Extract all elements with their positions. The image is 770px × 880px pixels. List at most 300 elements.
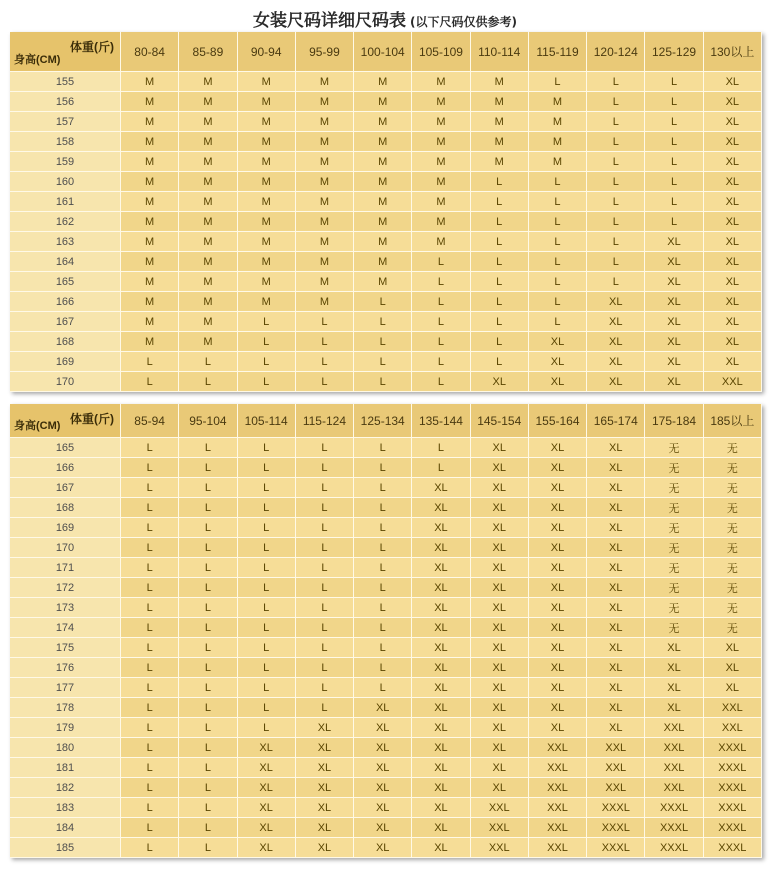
size-cell: L — [238, 438, 296, 458]
size-cell: L — [121, 758, 179, 778]
height-cell: 165 — [10, 438, 121, 458]
size-cell: M — [121, 192, 179, 212]
size-cell: M — [354, 172, 412, 192]
size-cell: 无 — [645, 618, 703, 638]
size-cell: XXL — [645, 778, 703, 798]
size-cell: XL — [529, 538, 587, 558]
size-cell: XXL — [645, 718, 703, 738]
size-cell: M — [296, 232, 354, 252]
size-cell: M — [238, 112, 296, 132]
size-cell: XL — [471, 598, 529, 618]
weight-header: 体重(斤) — [70, 412, 114, 426]
size-cell: M — [412, 172, 470, 192]
size-cell: XXL — [704, 698, 762, 718]
table-row — [10, 538, 762, 558]
height-cell: 173 — [10, 598, 121, 618]
size-cell: L — [529, 72, 587, 92]
size-cell: L — [238, 372, 296, 392]
size-cell: L — [529, 272, 587, 292]
size-cell: L — [645, 172, 703, 192]
height-cell: 168 — [10, 498, 121, 518]
size-cell: XL — [412, 718, 470, 738]
height-cell: 180 — [10, 738, 121, 758]
size-cell: L — [354, 352, 412, 372]
size-cell: XL — [529, 478, 587, 498]
size-cell: L — [121, 372, 179, 392]
height-cell: 170 — [10, 538, 121, 558]
size-cell: XL — [704, 252, 762, 272]
size-cell: XL — [471, 478, 529, 498]
height-cell: 175 — [10, 638, 121, 658]
size-cell: M — [354, 232, 412, 252]
size-cell: XXL — [529, 738, 587, 758]
size-cell: L — [179, 352, 237, 372]
size-cell: XL — [354, 758, 412, 778]
size-cell: M — [121, 292, 179, 312]
size-cell: M — [354, 152, 412, 172]
size-cell: M — [179, 312, 237, 332]
size-cell: XL — [412, 698, 470, 718]
size-cell: M — [412, 72, 470, 92]
size-cell: L — [471, 232, 529, 252]
size-cell: 无 — [645, 598, 703, 618]
size-cell: L — [179, 778, 237, 798]
height-cell: 178 — [10, 698, 121, 718]
size-cell: L — [238, 498, 296, 518]
size-cell: 无 — [645, 498, 703, 518]
size-cell: XL — [529, 498, 587, 518]
size-cell: XL — [587, 352, 645, 372]
size-cell: L — [179, 658, 237, 678]
size-cell: M — [296, 152, 354, 172]
size-cell: 无 — [704, 618, 762, 638]
size-cell: M — [296, 192, 354, 212]
size-cell: L — [354, 558, 412, 578]
size-cell: 无 — [704, 598, 762, 618]
size-cell: L — [645, 132, 703, 152]
size-cell: XXXL — [704, 738, 762, 758]
title-main: 女装尺码详细尺码表 — [253, 11, 406, 31]
height-cell: 170 — [10, 372, 121, 392]
size-cell: XL — [238, 778, 296, 798]
height-cell: 155 — [10, 72, 121, 92]
table-row — [10, 272, 762, 292]
size-cell: L — [121, 518, 179, 538]
size-cell: XL — [529, 698, 587, 718]
size-cell: XL — [587, 698, 645, 718]
size-cell: XXL — [645, 758, 703, 778]
size-cell: XXL — [529, 798, 587, 818]
size-cell: XL — [587, 312, 645, 332]
size-cell: L — [471, 332, 529, 352]
table-row — [10, 498, 762, 518]
size-cell: XL — [296, 758, 354, 778]
size-cell: L — [296, 458, 354, 478]
size-cell: L — [471, 252, 529, 272]
size-cell: XL — [296, 778, 354, 798]
size-cell: L — [238, 478, 296, 498]
table-row — [10, 778, 762, 798]
size-cell: XL — [471, 698, 529, 718]
size-cell: XL — [471, 538, 529, 558]
size-cell: M — [412, 232, 470, 252]
size-cell: L — [412, 252, 470, 272]
height-cell: 163 — [10, 232, 121, 252]
size-cell: L — [412, 458, 470, 478]
size-cell: L — [238, 558, 296, 578]
size-cell: L — [471, 312, 529, 332]
weight-column-header: 115-124 — [296, 404, 354, 438]
size-cell: XL — [238, 838, 296, 858]
size-cell: XL — [354, 818, 412, 838]
size-cell: 无 — [645, 518, 703, 538]
table-row — [10, 192, 762, 212]
height-cell: 185 — [10, 838, 121, 858]
size-cell: L — [296, 598, 354, 618]
size-cell: L — [412, 292, 470, 312]
height-cell: 157 — [10, 112, 121, 132]
size-cell: XXL — [471, 838, 529, 858]
size-cell: L — [296, 312, 354, 332]
size-cell: L — [121, 718, 179, 738]
size-cell: XL — [587, 372, 645, 392]
size-cell: XL — [238, 738, 296, 758]
size-cell: L — [238, 698, 296, 718]
table-row — [10, 838, 762, 858]
size-cell: M — [179, 172, 237, 192]
size-cell: M — [471, 92, 529, 112]
size-cell: XL — [704, 332, 762, 352]
size-cell: M — [238, 152, 296, 172]
size-cell: L — [179, 798, 237, 818]
size-cell: XL — [412, 758, 470, 778]
size-cell: 无 — [645, 458, 703, 478]
size-cell: M — [238, 172, 296, 192]
size-cell: L — [529, 312, 587, 332]
size-cell: L — [587, 252, 645, 272]
size-cell: XL — [529, 718, 587, 738]
size-cell: XXL — [704, 718, 762, 738]
table-row — [10, 252, 762, 272]
height-cell: 171 — [10, 558, 121, 578]
size-cell: L — [238, 598, 296, 618]
size-cell: L — [354, 498, 412, 518]
height-cell: 160 — [10, 172, 121, 192]
size-cell: XXL — [704, 372, 762, 392]
height-cell: 166 — [10, 458, 121, 478]
size-cell: XXXL — [645, 818, 703, 838]
size-cell: 无 — [645, 478, 703, 498]
size-cell: L — [529, 252, 587, 272]
size-cell: M — [238, 272, 296, 292]
size-cell: M — [121, 172, 179, 192]
size-cell: XXXL — [587, 798, 645, 818]
size-cell: XXL — [587, 758, 645, 778]
size-cell: L — [179, 558, 237, 578]
size-cell: XL — [645, 312, 703, 332]
size-cell: 无 — [704, 538, 762, 558]
size-cell: L — [354, 332, 412, 352]
size-cell: L — [179, 678, 237, 698]
size-table — [10, 404, 762, 858]
size-cell: XL — [471, 638, 529, 658]
size-cell: XL — [412, 558, 470, 578]
size-cell: XL — [412, 778, 470, 798]
height-cell: 167 — [10, 478, 121, 498]
size-cell: L — [645, 152, 703, 172]
height-cell: 168 — [10, 332, 121, 352]
size-cell: L — [587, 272, 645, 292]
weight-column-header: 90-94 — [238, 32, 296, 72]
table-row — [10, 152, 762, 172]
size-cell: XL — [412, 538, 470, 558]
size-cell: XL — [412, 618, 470, 638]
weight-column-header: 165-174 — [587, 404, 645, 438]
size-cell: XL — [587, 558, 645, 578]
size-cell: XXL — [471, 798, 529, 818]
size-cell: L — [179, 738, 237, 758]
size-cell: M — [121, 272, 179, 292]
size-cell: L — [121, 738, 179, 758]
size-cell: L — [354, 438, 412, 458]
table-row — [10, 212, 762, 232]
size-cell: L — [529, 192, 587, 212]
size-cell: XL — [587, 658, 645, 678]
size-cell: XL — [645, 232, 703, 252]
size-cell: M — [412, 212, 470, 232]
size-cell: XL — [704, 212, 762, 232]
weight-column-header: 125-129 — [645, 32, 703, 72]
table-row — [10, 598, 762, 618]
size-cell: L — [529, 212, 587, 232]
size-cell: XL — [412, 518, 470, 538]
size-cell: L — [179, 718, 237, 738]
size-cell: XL — [704, 678, 762, 698]
size-cell: L — [238, 658, 296, 678]
size-cell: L — [238, 312, 296, 332]
weight-header: 体重(斤) — [70, 40, 114, 54]
size-cell: L — [296, 678, 354, 698]
size-cell: XL — [412, 658, 470, 678]
size-cell: XL — [704, 272, 762, 292]
size-cell: XL — [471, 458, 529, 478]
size-cell: XXXL — [704, 818, 762, 838]
size-cell: XL — [529, 458, 587, 478]
size-cell: L — [121, 538, 179, 558]
size-cell: M — [121, 252, 179, 272]
size-cell: M — [296, 272, 354, 292]
size-cell: M — [121, 132, 179, 152]
size-cell: XXL — [529, 758, 587, 778]
size-cell: L — [121, 678, 179, 698]
size-cell: XL — [471, 578, 529, 598]
size-cell: L — [471, 172, 529, 192]
size-cell: XL — [471, 718, 529, 738]
weight-column-header: 100-104 — [354, 32, 412, 72]
height-cell: 174 — [10, 618, 121, 638]
size-cell: XL — [238, 818, 296, 838]
size-cell: L — [179, 838, 237, 858]
size-cell: XL — [587, 638, 645, 658]
size-cell: L — [179, 698, 237, 718]
size-cell: XL — [354, 798, 412, 818]
size-cell: M — [412, 132, 470, 152]
size-cell: L — [587, 72, 645, 92]
size-cell: XL — [529, 678, 587, 698]
size-cell: L — [121, 638, 179, 658]
size-cell: 无 — [645, 558, 703, 578]
size-cell: M — [354, 252, 412, 272]
height-cell: 176 — [10, 658, 121, 678]
size-cell: L — [587, 232, 645, 252]
weight-column-header: 155-164 — [529, 404, 587, 438]
table-row — [10, 312, 762, 332]
size-cell: M — [179, 232, 237, 252]
size-cell: XL — [587, 618, 645, 638]
table-row — [10, 638, 762, 658]
size-cell: XL — [296, 838, 354, 858]
size-cell: L — [238, 578, 296, 598]
size-cell: XXL — [587, 738, 645, 758]
size-cell: M — [121, 152, 179, 172]
size-cell: XL — [471, 678, 529, 698]
size-cell: XL — [354, 778, 412, 798]
weight-column-header: 110-114 — [471, 32, 529, 72]
size-cell: L — [296, 578, 354, 598]
size-cell: 无 — [645, 438, 703, 458]
size-cell: M — [238, 132, 296, 152]
weight-column-header: 115-119 — [529, 32, 587, 72]
table-row — [10, 618, 762, 638]
size-cell: M — [471, 72, 529, 92]
size-cell: M — [121, 232, 179, 252]
size-cell: L — [587, 152, 645, 172]
size-cell: XXXL — [587, 818, 645, 838]
title-subtitle: (以下尺码仅供参考) — [410, 15, 517, 29]
size-cell: XL — [529, 578, 587, 598]
height-cell: 172 — [10, 578, 121, 598]
size-cell: XL — [529, 618, 587, 638]
size-cell: L — [412, 312, 470, 332]
height-cell: 167 — [10, 312, 121, 332]
size-cell: XL — [354, 738, 412, 758]
size-cell: M — [238, 292, 296, 312]
size-cell: XL — [529, 332, 587, 352]
height-cell: 164 — [10, 252, 121, 272]
size-cell: L — [412, 372, 470, 392]
size-cell: XL — [529, 352, 587, 372]
table-row — [10, 458, 762, 478]
size-cell: L — [179, 618, 237, 638]
size-cell: XL — [471, 738, 529, 758]
size-cell: XL — [529, 518, 587, 538]
size-cell: M — [412, 152, 470, 172]
size-cell: XL — [645, 252, 703, 272]
size-cell: XL — [645, 658, 703, 678]
size-cell: XXL — [645, 738, 703, 758]
size-cell: L — [121, 818, 179, 838]
size-cell: M — [529, 152, 587, 172]
table-row — [10, 698, 762, 718]
size-cell: L — [645, 212, 703, 232]
size-cell: 无 — [704, 558, 762, 578]
size-cell: L — [587, 212, 645, 232]
size-cell: M — [354, 272, 412, 292]
size-cell: XL — [645, 638, 703, 658]
size-cell: XXL — [587, 778, 645, 798]
size-cell: XL — [529, 558, 587, 578]
size-cell: M — [296, 292, 354, 312]
size-cell: L — [179, 438, 237, 458]
height-cell: 161 — [10, 192, 121, 212]
size-cell: L — [179, 518, 237, 538]
table-row — [10, 232, 762, 252]
size-cell: L — [179, 598, 237, 618]
size-cell: L — [238, 718, 296, 738]
table-row — [10, 72, 762, 92]
size-cell: M — [179, 112, 237, 132]
size-cell: M — [354, 132, 412, 152]
size-cell: L — [296, 618, 354, 638]
size-cell: M — [296, 172, 354, 192]
size-cell: XL — [354, 838, 412, 858]
size-cell: XXXL — [587, 838, 645, 858]
size-cell: M — [354, 192, 412, 212]
size-cell: L — [238, 618, 296, 638]
table-row — [10, 372, 762, 392]
size-cell: XL — [587, 598, 645, 618]
height-cell: 181 — [10, 758, 121, 778]
size-cell: 无 — [704, 518, 762, 538]
height-cell: 158 — [10, 132, 121, 152]
size-cell: L — [296, 538, 354, 558]
size-cell: XL — [704, 92, 762, 112]
table-row — [10, 798, 762, 818]
size-cell: XL — [354, 698, 412, 718]
size-cell: M — [121, 112, 179, 132]
size-cell: M — [179, 252, 237, 272]
size-cell: M — [121, 312, 179, 332]
size-cell: L — [354, 658, 412, 678]
height-cell: 177 — [10, 678, 121, 698]
size-cell: M — [412, 192, 470, 212]
size-cell: L — [645, 112, 703, 132]
size-cell: XL — [529, 438, 587, 458]
size-cell: XL — [412, 738, 470, 758]
size-cell: L — [179, 458, 237, 478]
size-cell: L — [179, 498, 237, 518]
size-cell: L — [645, 72, 703, 92]
size-cell: M — [179, 152, 237, 172]
size-cell: M — [354, 72, 412, 92]
weight-column-header: 130以上 — [704, 32, 762, 72]
size-cell: XL — [471, 758, 529, 778]
size-table — [10, 32, 762, 392]
table-row — [10, 558, 762, 578]
size-cell: L — [587, 92, 645, 112]
size-cell: L — [179, 578, 237, 598]
size-cell: M — [354, 112, 412, 132]
size-cell: L — [354, 458, 412, 478]
table-row — [10, 658, 762, 678]
weight-column-header: 85-94 — [121, 404, 179, 438]
size-cell: XL — [412, 798, 470, 818]
weight-column-header: 80-84 — [121, 32, 179, 72]
size-cell: XL — [587, 718, 645, 738]
size-cell: L — [121, 438, 179, 458]
height-cell: 169 — [10, 518, 121, 538]
size-cell: XL — [412, 498, 470, 518]
